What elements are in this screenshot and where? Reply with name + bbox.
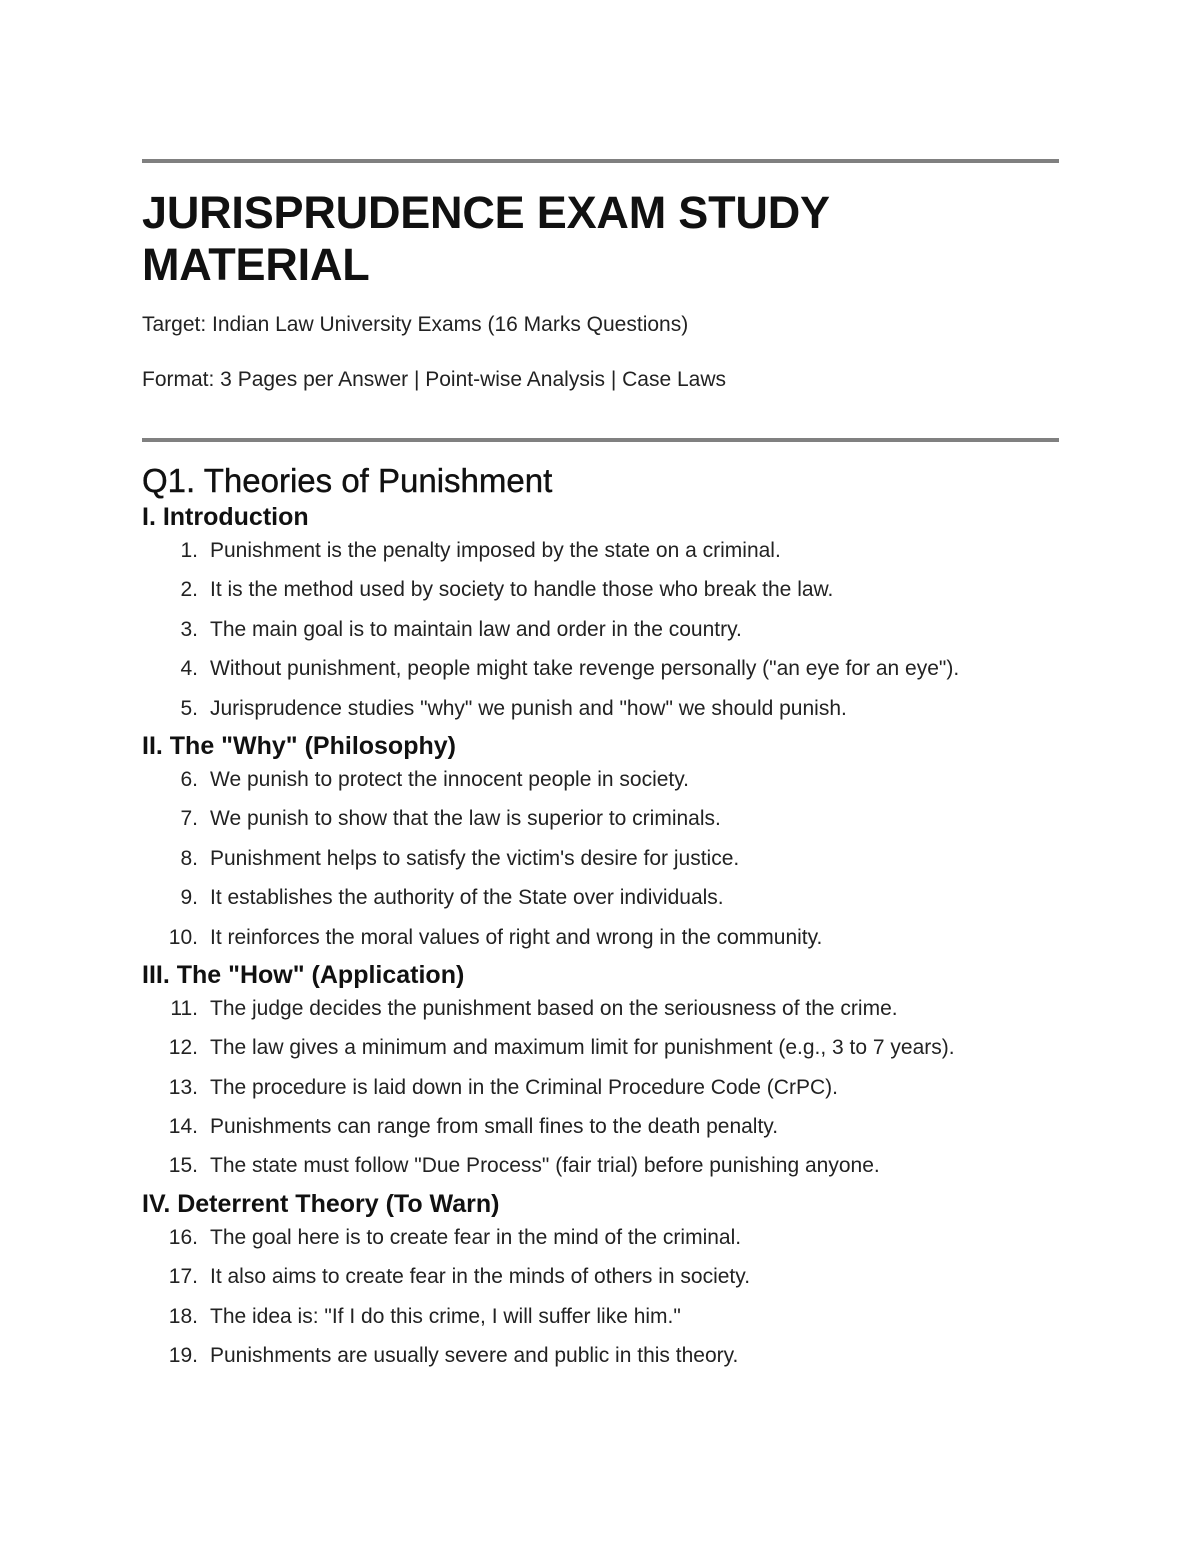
list-item-text: It establishes the authority of the State over individuals. <box>210 886 724 910</box>
list-item <box>142 880 1059 919</box>
list-item-number: 17. <box>168 1265 198 1289</box>
list-item-number: 7. <box>180 807 198 831</box>
list-item <box>142 1338 1059 1377</box>
list-item-number: 1. <box>180 539 198 562</box>
list-item-text: Punishments are usually severe and public in this theory. <box>210 1344 739 1368</box>
list-item <box>142 1220 1059 1259</box>
list-item-text: Punishment helps to satisfy the victim's desire for justice. <box>210 846 740 870</box>
top-divider <box>142 159 1059 163</box>
list-item-number: 9. <box>180 886 198 910</box>
numbered-list <box>142 533 1059 730</box>
list-item-number: 12. <box>168 1036 198 1060</box>
list-item-text: The law gives a minimum and maximum limit for punishment (e.g., 3 to 7 years). <box>210 1036 955 1060</box>
list-item-number: 2. <box>180 578 198 602</box>
list-item <box>142 572 1059 611</box>
list-item-text: The goal here is to create fear in the mind of the criminal. <box>210 1225 742 1249</box>
list-item <box>142 1299 1059 1338</box>
document-page <box>142 159 1059 1377</box>
list-item-text: It reinforces the moral values of right and wrong in the community. <box>210 925 823 949</box>
list-item-number: 19. <box>168 1344 198 1368</box>
list-item <box>142 1148 1059 1187</box>
list-item-number: 4. <box>180 657 198 681</box>
list-item <box>142 1109 1059 1148</box>
list-item-text: Punishments can range from small fines to the death penalty. <box>210 1115 779 1139</box>
list-item-text: Without punishment, people might take revenge personally ("an eye for an eye"). <box>210 657 960 681</box>
section <box>142 730 1059 959</box>
list-item-number: 14. <box>168 1115 198 1139</box>
question-sections <box>142 501 1059 1377</box>
list-item-number: 5. <box>180 696 198 720</box>
section <box>142 959 1059 1188</box>
list-item-text: The main goal is to maintain law and order in the country. <box>210 617 742 641</box>
section-divider <box>142 438 1059 442</box>
list-item-text: The judge decides the punishment based on the seriousness of the crime. <box>210 996 898 1020</box>
numbered-list <box>142 991 1059 1188</box>
list-item <box>142 801 1059 840</box>
list-item-text: Jurisprudence studies "why" we punish and "how" we should punish. <box>210 696 847 720</box>
list-item-number: 6. <box>180 767 198 791</box>
list-item-number: 8. <box>180 846 198 870</box>
numbered-list <box>142 762 1059 959</box>
list-item-text: We punish to show that the law is superior to criminals. <box>210 807 721 831</box>
list-item-text: It is the method used by society to handle those who break the law. <box>210 578 834 602</box>
section <box>142 501 1059 730</box>
section-heading: III. The "How" (Application) <box>142 960 465 989</box>
list-item <box>142 1030 1059 1069</box>
section-heading: I. Introduction <box>142 503 309 531</box>
list-item-number: 16. <box>168 1225 198 1249</box>
list-item <box>142 1070 1059 1109</box>
list-item <box>142 991 1059 1030</box>
list-item <box>142 691 1059 730</box>
list-item-number: 10. <box>168 925 198 949</box>
list-item-number: 11. <box>170 996 198 1020</box>
list-item-number: 13. <box>168 1075 198 1099</box>
list-item-number: 3. <box>180 617 198 641</box>
section-heading: IV. Deterrent Theory (To Warn) <box>142 1189 500 1218</box>
question-title: Q1. Theories of Punishment <box>142 462 553 499</box>
format-line: Format: 3 Pages per Answer | Point-wise Analysis | Case Laws <box>142 368 726 391</box>
list-item-text: The state must follow "Due Process" (fair trial) before punishing anyone. <box>210 1154 880 1178</box>
section-heading: II. The "Why" (Philosophy) <box>142 731 456 760</box>
list-item <box>142 762 1059 801</box>
list-item <box>142 612 1059 651</box>
list-item <box>142 533 1059 572</box>
list-item-text: We punish to protect the innocent people in society. <box>210 767 690 791</box>
list-item-number: 18. <box>168 1304 198 1328</box>
list-item-text: The idea is: "If I do this crime, I will suffer like him." <box>210 1304 681 1328</box>
list-item <box>142 841 1059 880</box>
list-item <box>142 651 1059 690</box>
section <box>142 1188 1059 1378</box>
list-item-text: It also aims to create fear in the minds of others in society. <box>210 1265 751 1289</box>
list-item <box>142 920 1059 959</box>
list-item-text: Punishment is the penalty imposed by the state on a criminal. <box>210 539 781 562</box>
numbered-list <box>142 1220 1059 1378</box>
list-item-number: 15. <box>168 1154 198 1178</box>
list-item-text: The procedure is laid down in the Criminal Procedure Code (CrPC). <box>210 1075 838 1099</box>
list-item <box>142 1259 1059 1298</box>
target-line: Target: Indian Law University Exams (16 Marks Questions) <box>142 313 689 336</box>
document-title: JURISPRUDENCE EXAM STUDY MATERIAL <box>142 187 829 290</box>
